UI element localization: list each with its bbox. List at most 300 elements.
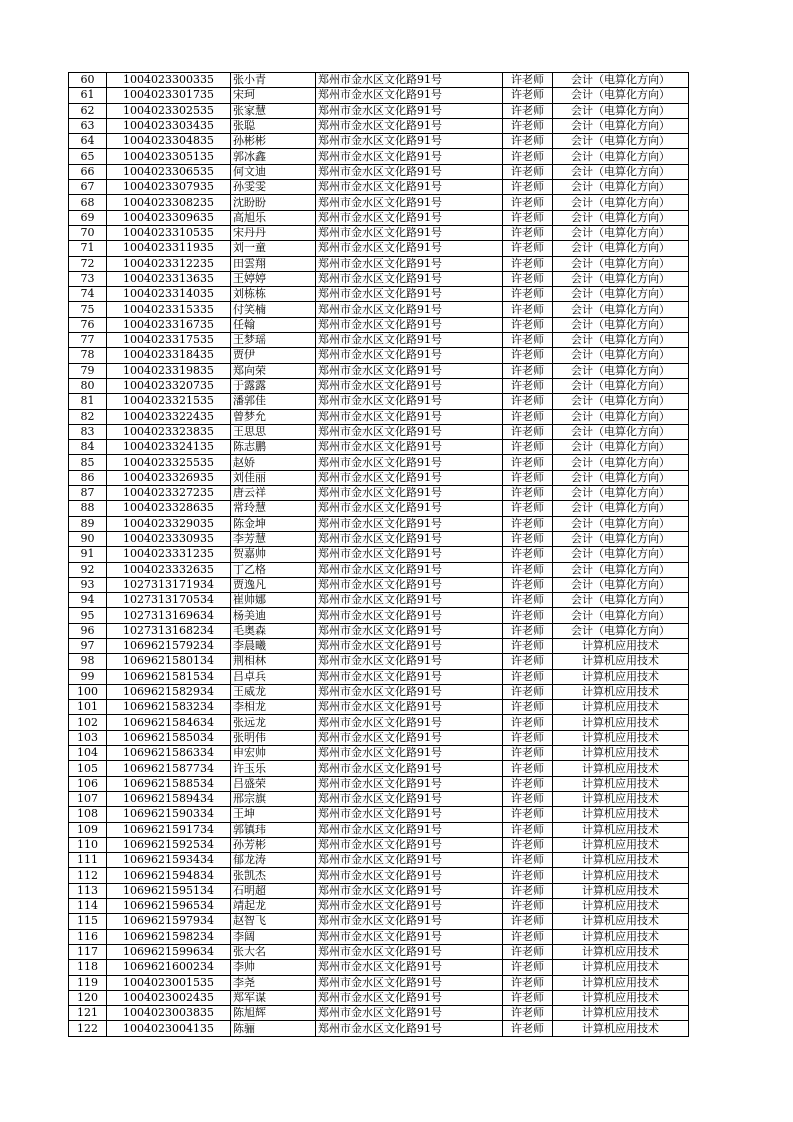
address-cell: 郑州市金水区文化路91号 [316, 363, 503, 378]
student-name-cell: 申宏帅 [231, 746, 316, 761]
exam-id-cell: 1069621596534 [107, 899, 231, 914]
table-row [69, 807, 689, 822]
address-cell: 郑州市金水区文化路91号 [316, 1006, 503, 1021]
table-row [69, 287, 689, 302]
exam-id-cell: 1069621595134 [107, 883, 231, 898]
row-number-cell: 118 [69, 960, 107, 975]
exam-id-cell: 1004023324135 [107, 440, 231, 455]
address-cell: 郑州市金水区文化路91号 [316, 914, 503, 929]
address-cell: 郑州市金水区文化路91号 [316, 195, 503, 210]
address-cell: 郑州市金水区文化路91号 [316, 776, 503, 791]
student-name-cell: 王坤 [231, 807, 316, 822]
address-cell: 郑州市金水区文化路91号 [316, 333, 503, 348]
exam-id-cell: 1004023003835 [107, 1006, 231, 1021]
student-name-cell: 崔帅娜 [231, 593, 316, 608]
teacher-cell: 许老师 [503, 746, 553, 761]
teacher-cell: 许老师 [503, 899, 553, 914]
row-number-cell: 120 [69, 990, 107, 1005]
exam-id-cell: 1004023314035 [107, 287, 231, 302]
table-row [69, 669, 689, 684]
address-cell: 郑州市金水区文化路91号 [316, 440, 503, 455]
major-cell: 会计（电算化方向） [553, 225, 689, 240]
major-cell: 会计（电算化方向） [553, 103, 689, 118]
exam-id-cell: 1069621579234 [107, 638, 231, 653]
address-cell: 郑州市金水区文化路91号 [316, 486, 503, 501]
address-cell: 郑州市金水区文化路91号 [316, 271, 503, 286]
teacher-cell: 许老师 [503, 287, 553, 302]
address-cell: 郑州市金水区文化路91号 [316, 516, 503, 531]
teacher-cell: 许老师 [503, 654, 553, 669]
exam-id-cell: 1027313168234 [107, 623, 231, 638]
student-name-cell: 付笑楠 [231, 302, 316, 317]
table-row [69, 730, 689, 745]
teacher-cell: 许老师 [503, 394, 553, 409]
address-cell: 郑州市金水区文化路91号 [316, 73, 503, 88]
student-name-cell: 高旭乐 [231, 210, 316, 225]
exam-id-cell: 1004023302535 [107, 103, 231, 118]
table-row [69, 914, 689, 929]
major-cell: 计算机应用技术 [553, 638, 689, 653]
row-number-cell: 86 [69, 470, 107, 485]
teacher-cell: 许老师 [503, 715, 553, 730]
exam-id-cell: 1004023004135 [107, 1021, 231, 1036]
student-name-cell: 吕盛荣 [231, 776, 316, 791]
table-row [69, 899, 689, 914]
exam-id-cell: 1004023317535 [107, 333, 231, 348]
exam-id-cell: 1004023306535 [107, 164, 231, 179]
teacher-cell: 许老师 [503, 807, 553, 822]
student-name-cell: 张远龙 [231, 715, 316, 730]
student-name-cell: 张凯杰 [231, 868, 316, 883]
address-cell: 郑州市金水区文化路91号 [316, 88, 503, 103]
address-cell: 郑州市金水区文化路91号 [316, 103, 503, 118]
major-cell: 会计（电算化方向） [553, 363, 689, 378]
teacher-cell: 许老师 [503, 914, 553, 929]
row-number-cell: 60 [69, 73, 107, 88]
major-cell: 计算机应用技术 [553, 1006, 689, 1021]
address-cell: 郑州市金水区文化路91号 [316, 746, 503, 761]
table-row [69, 195, 689, 210]
teacher-cell: 许老师 [503, 149, 553, 164]
exam-id-cell: 1004023304835 [107, 134, 231, 149]
table-row [69, 317, 689, 332]
major-cell: 会计（电算化方向） [553, 210, 689, 225]
address-cell: 郑州市金水区文化路91号 [316, 868, 503, 883]
student-name-cell: 赵智飞 [231, 914, 316, 929]
major-cell: 计算机应用技术 [553, 746, 689, 761]
student-name-cell: 常玲慧 [231, 501, 316, 516]
row-number-cell: 78 [69, 348, 107, 363]
teacher-cell: 许老师 [503, 929, 553, 944]
teacher-cell: 许老师 [503, 531, 553, 546]
row-number-cell: 101 [69, 700, 107, 715]
student-name-cell: 李相龙 [231, 700, 316, 715]
row-number-cell: 66 [69, 164, 107, 179]
major-cell: 会计（电算化方向） [553, 88, 689, 103]
exam-id-cell: 1027313171934 [107, 577, 231, 592]
address-cell: 郑州市金水区文化路91号 [316, 715, 503, 730]
exam-id-cell: 1069621586334 [107, 746, 231, 761]
exam-id-cell: 1004023323835 [107, 424, 231, 439]
student-name-cell: 张聪 [231, 118, 316, 133]
address-cell: 郑州市金水区文化路91号 [316, 531, 503, 546]
table-row [69, 608, 689, 623]
teacher-cell: 许老师 [503, 837, 553, 852]
student-name-cell: 张小青 [231, 73, 316, 88]
major-cell: 会计（电算化方向） [553, 394, 689, 409]
teacher-cell: 许老师 [503, 73, 553, 88]
teacher-cell: 许老师 [503, 853, 553, 868]
major-cell: 会计（电算化方向） [553, 531, 689, 546]
student-name-cell: 田雲翔 [231, 256, 316, 271]
row-number-cell: 82 [69, 409, 107, 424]
major-cell: 会计（电算化方向） [553, 577, 689, 592]
major-cell: 计算机应用技术 [553, 853, 689, 868]
address-cell: 郑州市金水区文化路91号 [316, 317, 503, 332]
row-number-cell: 111 [69, 853, 107, 868]
address-cell: 郑州市金水区文化路91号 [316, 424, 503, 439]
row-number-cell: 113 [69, 883, 107, 898]
teacher-cell: 许老师 [503, 623, 553, 638]
exam-id-cell: 1004023300335 [107, 73, 231, 88]
teacher-cell: 许老师 [503, 638, 553, 653]
exam-id-cell: 1004023332635 [107, 562, 231, 577]
address-cell: 郑州市金水区文化路91号 [316, 394, 503, 409]
exam-id-cell: 1069621582934 [107, 684, 231, 699]
row-number-cell: 104 [69, 746, 107, 761]
student-name-cell: 刘栋栋 [231, 287, 316, 302]
teacher-cell: 许老师 [503, 195, 553, 210]
address-cell: 郑州市金水区文化路91号 [316, 638, 503, 653]
table-row [69, 470, 689, 485]
student-name-cell: 石明超 [231, 883, 316, 898]
teacher-cell: 许老师 [503, 378, 553, 393]
exam-id-cell: 1069621588534 [107, 776, 231, 791]
address-cell: 郑州市金水区文化路91号 [316, 378, 503, 393]
table-row [69, 944, 689, 959]
row-number-cell: 68 [69, 195, 107, 210]
address-cell: 郑州市金水区文化路91号 [316, 1021, 503, 1036]
exam-id-cell: 1004023309635 [107, 210, 231, 225]
table-row [69, 486, 689, 501]
major-cell: 会计（电算化方向） [553, 164, 689, 179]
row-number-cell: 93 [69, 577, 107, 592]
address-cell: 郑州市金水区文化路91号 [316, 562, 503, 577]
student-name-cell: 杨美迪 [231, 608, 316, 623]
student-name-cell: 郁龙涛 [231, 853, 316, 868]
student-name-cell: 王威龙 [231, 684, 316, 699]
major-cell: 计算机应用技术 [553, 684, 689, 699]
student-name-cell: 孙芳彬 [231, 837, 316, 852]
address-cell: 郑州市金水区文化路91号 [316, 210, 503, 225]
table-row [69, 501, 689, 516]
student-name-cell: 张明伟 [231, 730, 316, 745]
teacher-cell: 许老师 [503, 608, 553, 623]
exam-id-cell: 1004023318435 [107, 348, 231, 363]
table-row [69, 363, 689, 378]
teacher-cell: 许老师 [503, 1021, 553, 1036]
major-cell: 会计（电算化方向） [553, 501, 689, 516]
row-number-cell: 110 [69, 837, 107, 852]
row-number-cell: 61 [69, 88, 107, 103]
table-row [69, 88, 689, 103]
table-row [69, 593, 689, 608]
table-row [69, 700, 689, 715]
exam-id-cell: 1004023327235 [107, 486, 231, 501]
address-cell: 郑州市金水区文化路91号 [316, 577, 503, 592]
student-name-cell: 李尧 [231, 975, 316, 990]
teacher-cell: 许老师 [503, 164, 553, 179]
teacher-cell: 许老师 [503, 577, 553, 592]
student-name-cell: 于露露 [231, 378, 316, 393]
major-cell: 计算机应用技术 [553, 822, 689, 837]
teacher-cell: 许老师 [503, 210, 553, 225]
major-cell: 会计（电算化方向） [553, 547, 689, 562]
student-name-cell: 王婷婷 [231, 271, 316, 286]
student-name-cell: 唐云祥 [231, 486, 316, 501]
teacher-cell: 许老师 [503, 822, 553, 837]
row-number-cell: 85 [69, 455, 107, 470]
address-cell: 郑州市金水区文化路91号 [316, 134, 503, 149]
exam-id-cell: 1004023313635 [107, 271, 231, 286]
student-name-cell: 潘郭佳 [231, 394, 316, 409]
student-name-cell: 李晨曦 [231, 638, 316, 653]
major-cell: 计算机应用技术 [553, 929, 689, 944]
teacher-cell: 许老师 [503, 868, 553, 883]
major-cell: 会计（电算化方向） [553, 149, 689, 164]
address-cell: 郑州市金水区文化路91号 [316, 149, 503, 164]
table-row [69, 791, 689, 806]
exam-id-cell: 1069621581534 [107, 669, 231, 684]
address-cell: 郑州市金水区文化路91号 [316, 593, 503, 608]
student-name-cell: 陈旭辉 [231, 1006, 316, 1021]
table-row [69, 623, 689, 638]
student-name-cell: 何文迪 [231, 164, 316, 179]
major-cell: 计算机应用技术 [553, 761, 689, 776]
major-cell: 会计（电算化方向） [553, 317, 689, 332]
major-cell: 会计（电算化方向） [553, 608, 689, 623]
student-name-cell: 刘佳丽 [231, 470, 316, 485]
major-cell: 会计（电算化方向） [553, 333, 689, 348]
table-row [69, 746, 689, 761]
row-number-cell: 72 [69, 256, 107, 271]
teacher-cell: 许老师 [503, 990, 553, 1005]
table-row [69, 654, 689, 669]
row-number-cell: 71 [69, 241, 107, 256]
exam-id-cell: 1069621600234 [107, 960, 231, 975]
major-cell: 计算机应用技术 [553, 669, 689, 684]
exam-id-cell: 1069621599634 [107, 944, 231, 959]
row-number-cell: 109 [69, 822, 107, 837]
row-number-cell: 76 [69, 317, 107, 332]
exam-id-cell: 1004023330935 [107, 531, 231, 546]
exam-id-cell: 1004023325535 [107, 455, 231, 470]
address-cell: 郑州市金水区文化路91号 [316, 822, 503, 837]
table-row [69, 960, 689, 975]
row-number-cell: 117 [69, 944, 107, 959]
exam-id-cell: 1004023303435 [107, 118, 231, 133]
address-cell: 郑州市金水区文化路91号 [316, 853, 503, 868]
row-number-cell: 73 [69, 271, 107, 286]
table-row [69, 761, 689, 776]
row-number-cell: 65 [69, 149, 107, 164]
table-row [69, 180, 689, 195]
table-row [69, 118, 689, 133]
exam-id-cell: 1004023328635 [107, 501, 231, 516]
teacher-cell: 许老师 [503, 944, 553, 959]
major-cell: 计算机应用技术 [553, 807, 689, 822]
teacher-cell: 许老师 [503, 317, 553, 332]
row-number-cell: 87 [69, 486, 107, 501]
teacher-cell: 许老师 [503, 88, 553, 103]
major-cell: 计算机应用技术 [553, 791, 689, 806]
table-row [69, 394, 689, 409]
row-number-cell: 99 [69, 669, 107, 684]
major-cell: 计算机应用技术 [553, 914, 689, 929]
student-name-cell: 贾逸凡 [231, 577, 316, 592]
table-row [69, 853, 689, 868]
exam-id-cell: 1027313170534 [107, 593, 231, 608]
teacher-cell: 许老师 [503, 180, 553, 195]
major-cell: 计算机应用技术 [553, 960, 689, 975]
student-name-cell: 宋珂 [231, 88, 316, 103]
address-cell: 郑州市金水区文化路91号 [316, 730, 503, 745]
student-name-cell: 吕卓兵 [231, 669, 316, 684]
table-row [69, 638, 689, 653]
teacher-cell: 许老师 [503, 883, 553, 898]
row-number-cell: 63 [69, 118, 107, 133]
exam-id-cell: 1069621584634 [107, 715, 231, 730]
row-number-cell: 81 [69, 394, 107, 409]
table-row [69, 134, 689, 149]
teacher-cell: 许老师 [503, 134, 553, 149]
teacher-cell: 许老师 [503, 776, 553, 791]
exam-id-cell: 1004023307935 [107, 180, 231, 195]
address-cell: 郑州市金水区文化路91号 [316, 225, 503, 240]
table-row [69, 822, 689, 837]
student-name-cell: 李阔 [231, 929, 316, 944]
exam-id-cell: 1004023320735 [107, 378, 231, 393]
student-name-cell: 刘一童 [231, 241, 316, 256]
major-cell: 计算机应用技术 [553, 990, 689, 1005]
exam-id-cell: 1004023322435 [107, 409, 231, 424]
student-name-cell: 靖起龙 [231, 899, 316, 914]
teacher-cell: 许老师 [503, 440, 553, 455]
exam-id-cell: 1004023326935 [107, 470, 231, 485]
student-name-cell: 曾梦允 [231, 409, 316, 424]
row-number-cell: 88 [69, 501, 107, 516]
student-name-cell: 丁乙格 [231, 562, 316, 577]
table-row [69, 1006, 689, 1021]
address-cell: 郑州市金水区文化路91号 [316, 608, 503, 623]
table-row [69, 883, 689, 898]
teacher-cell: 许老师 [503, 486, 553, 501]
table-row [69, 516, 689, 531]
row-number-cell: 62 [69, 103, 107, 118]
teacher-cell: 许老师 [503, 225, 553, 240]
major-cell: 会计（电算化方向） [553, 195, 689, 210]
student-name-cell: 李芳慧 [231, 531, 316, 546]
exam-id-cell: 1004023321535 [107, 394, 231, 409]
table-row [69, 440, 689, 455]
row-number-cell: 105 [69, 761, 107, 776]
row-number-cell: 96 [69, 623, 107, 638]
major-cell: 计算机应用技术 [553, 730, 689, 745]
exam-id-cell: 1069621591734 [107, 822, 231, 837]
table-row [69, 684, 689, 699]
teacher-cell: 许老师 [503, 516, 553, 531]
row-number-cell: 116 [69, 929, 107, 944]
row-number-cell: 92 [69, 562, 107, 577]
address-cell: 郑州市金水区文化路91号 [316, 348, 503, 363]
table-row [69, 531, 689, 546]
student-name-cell: 王思思 [231, 424, 316, 439]
exam-id-cell: 1004023002435 [107, 990, 231, 1005]
roster-body [69, 73, 689, 1037]
row-number-cell: 77 [69, 333, 107, 348]
address-cell: 郑州市金水区文化路91号 [316, 256, 503, 271]
major-cell: 计算机应用技术 [553, 715, 689, 730]
teacher-cell: 许老师 [503, 256, 553, 271]
major-cell: 会计（电算化方向） [553, 378, 689, 393]
exam-id-cell: 1004023319835 [107, 363, 231, 378]
major-cell: 计算机应用技术 [553, 654, 689, 669]
major-cell: 计算机应用技术 [553, 944, 689, 959]
student-name-cell: 荆相林 [231, 654, 316, 669]
student-name-cell: 陈金坤 [231, 516, 316, 531]
row-number-cell: 79 [69, 363, 107, 378]
address-cell: 郑州市金水区文化路91号 [316, 409, 503, 424]
row-number-cell: 102 [69, 715, 107, 730]
teacher-cell: 许老师 [503, 501, 553, 516]
address-cell: 郑州市金水区文化路91号 [316, 960, 503, 975]
major-cell: 会计（电算化方向） [553, 118, 689, 133]
row-number-cell: 89 [69, 516, 107, 531]
teacher-cell: 许老师 [503, 241, 553, 256]
teacher-cell: 许老师 [503, 409, 553, 424]
address-cell: 郑州市金水区文化路91号 [316, 761, 503, 776]
row-number-cell: 95 [69, 608, 107, 623]
table-row [69, 837, 689, 852]
exam-id-cell: 1004023312235 [107, 256, 231, 271]
student-name-cell: 陈骊 [231, 1021, 316, 1036]
teacher-cell: 许老师 [503, 669, 553, 684]
row-number-cell: 84 [69, 440, 107, 455]
address-cell: 郑州市金水区文化路91号 [316, 501, 503, 516]
student-name-cell: 郭冰鑫 [231, 149, 316, 164]
row-number-cell: 106 [69, 776, 107, 791]
address-cell: 郑州市金水区文化路91号 [316, 883, 503, 898]
table-row [69, 164, 689, 179]
major-cell: 会计（电算化方向） [553, 256, 689, 271]
address-cell: 郑州市金水区文化路91号 [316, 302, 503, 317]
table-row [69, 73, 689, 88]
teacher-cell: 许老师 [503, 333, 553, 348]
table-row [69, 929, 689, 944]
student-name-cell: 郑向荣 [231, 363, 316, 378]
major-cell: 会计（电算化方向） [553, 516, 689, 531]
major-cell: 计算机应用技术 [553, 883, 689, 898]
major-cell: 会计（电算化方向） [553, 73, 689, 88]
address-cell: 郑州市金水区文化路91号 [316, 455, 503, 470]
address-cell: 郑州市金水区文化路91号 [316, 118, 503, 133]
exam-id-cell: 1004023310535 [107, 225, 231, 240]
major-cell: 计算机应用技术 [553, 975, 689, 990]
major-cell: 会计（电算化方向） [553, 562, 689, 577]
table-row [69, 348, 689, 363]
student-name-cell: 张家慧 [231, 103, 316, 118]
teacher-cell: 许老师 [503, 761, 553, 776]
